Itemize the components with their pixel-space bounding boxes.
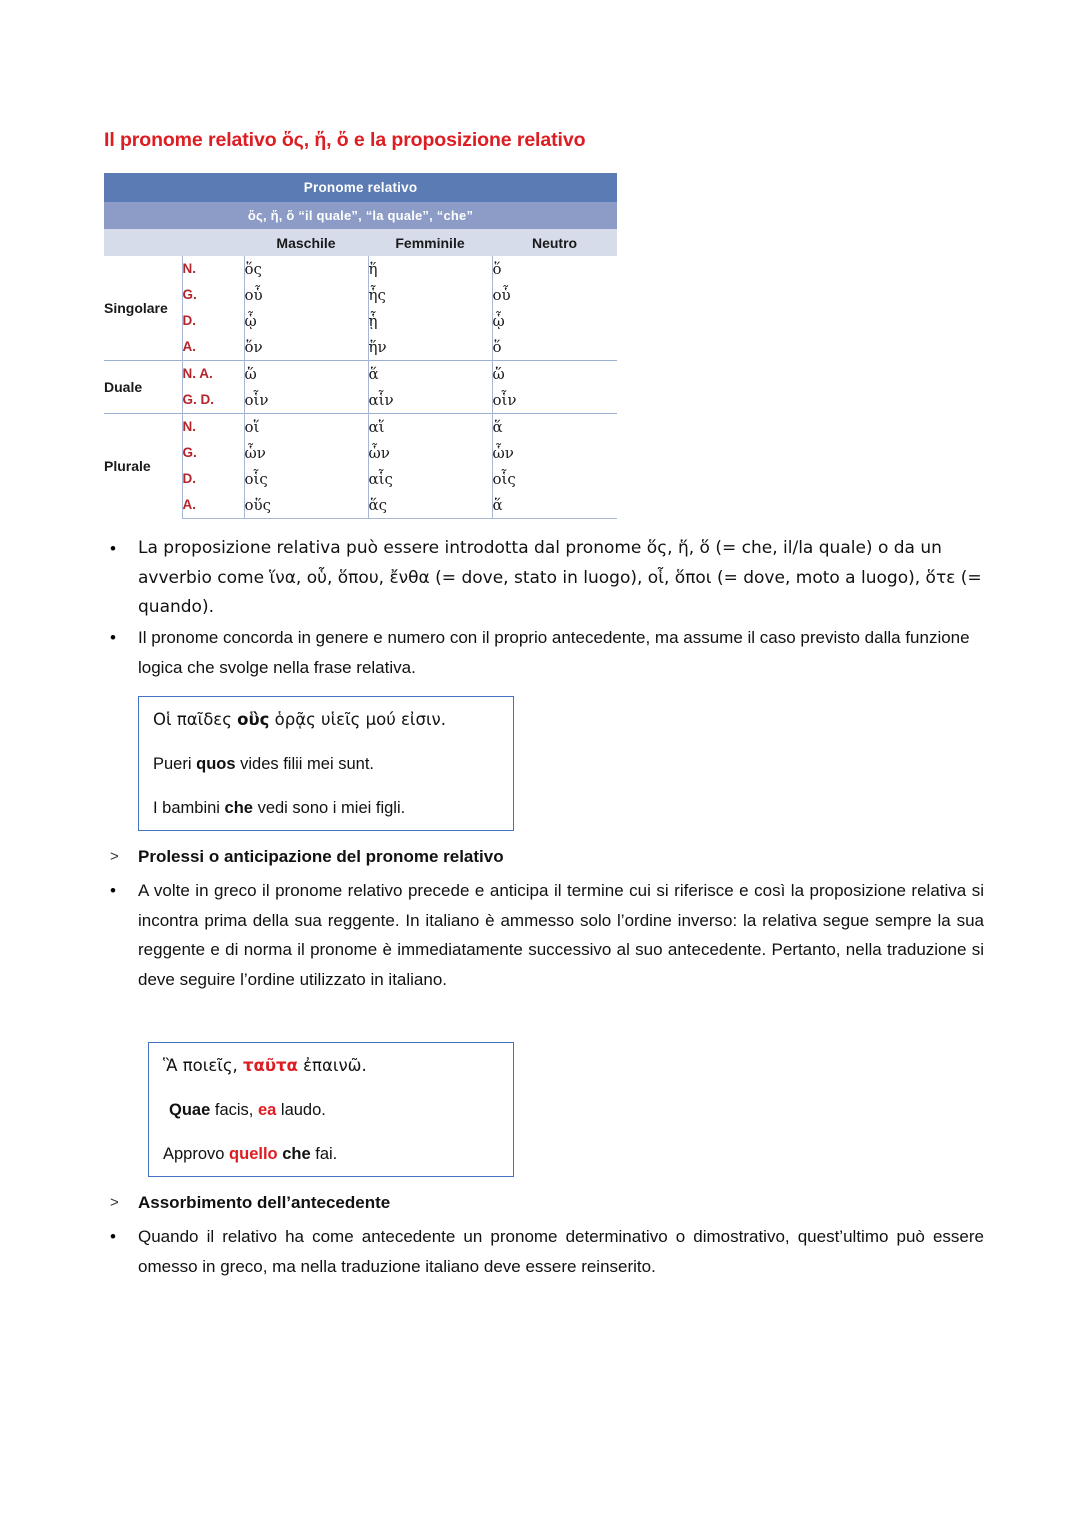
bullet-dot-icon: • [110, 881, 116, 900]
example-greek-post: ὁρᾷς υἱεῖς μού εἰσιν. [269, 710, 446, 729]
case-label: N. [182, 414, 244, 441]
example-italian-red: quello [229, 1145, 278, 1163]
example-greek-post: ἐπαινῶ. [297, 1056, 367, 1075]
bullet-text-3: A volte in greco il pronome relativo precede e anticipa il termine cui si riferisce e così la proposizione relativa si incontra prima della sua reggente. In italiano è ammesso solo l’ordine inverso: la relativa segue sempre la sua reggente e di norma il pronome è immediatamente successivo al suo antecedente. Pertanto, nella traduzione si deve seguire l’ordine utilizzato in italiano. [138, 881, 984, 989]
form-feminine: αἷς [368, 466, 492, 492]
bullet-item-3 [104, 876, 984, 994]
arrow-marker-icon: > [110, 1194, 119, 1211]
example-italian-line [153, 797, 499, 819]
form-neuter: ᾧ [492, 308, 617, 334]
example-italian-line [163, 1143, 499, 1165]
bullet-text-4: Quando il relativo ha come antecedente un pronome determinativo o dimostrativo, quest’ultimo può essere omesso in greco, ma nella traduzione italiano deve essere reinserito. [138, 1227, 984, 1276]
example-greek-line [153, 709, 499, 731]
case-label: D. [182, 466, 244, 492]
form-feminine: ὧν [368, 440, 492, 466]
table-header-sub-row [104, 202, 617, 229]
form-neuter: οἷν [492, 387, 617, 414]
case-label: N. A. [182, 361, 244, 388]
bullet-item-1 [104, 534, 984, 623]
form-masculine: ὅς [244, 256, 368, 282]
example-latin-bold: quos [196, 755, 236, 773]
form-masculine: οἷς [244, 466, 368, 492]
form-feminine: ἧς [368, 282, 492, 308]
example-latin-line [153, 753, 499, 775]
gender-header-neutro: Neutro [492, 229, 617, 256]
form-masculine: ᾧ [244, 308, 368, 334]
example-italian-post: vedi sono i miei figli. [252, 799, 406, 817]
example-greek-red: ταῦτα [243, 1056, 298, 1075]
bullet-item-4 [104, 1222, 984, 1281]
number-label-singolare: Singolare [104, 300, 168, 316]
form-masculine: οἷν [244, 387, 368, 414]
case-label: A. [182, 492, 244, 519]
example-greek-bold: οὓς [237, 710, 270, 729]
table-header-main-row [104, 173, 617, 202]
example-italian-bold: che [277, 1145, 311, 1163]
table-subtitle-cell: ὅς, ἥ, ὅ “il quale”, “la quale”, “che” [104, 202, 617, 229]
case-label: A. [182, 334, 244, 361]
table-title-cell: Pronome relativo [104, 173, 617, 202]
table-row [104, 256, 617, 282]
form-neuter: ὥ [492, 361, 617, 388]
bullet-dot-icon: • [110, 539, 116, 558]
gender-header-femminile: Femminile [368, 229, 492, 256]
form-neuter: οὗ [492, 282, 617, 308]
example-italian-post: fai. [310, 1145, 338, 1163]
arrow-marker-icon: > [110, 848, 119, 865]
form-masculine: οἵ [244, 414, 368, 441]
bullet-dot-icon: • [110, 1227, 116, 1246]
case-label: D. [182, 308, 244, 334]
case-label: N. [182, 256, 244, 282]
gender-header-blank-1 [104, 229, 182, 256]
example-latin-bold: Quae [169, 1101, 211, 1119]
example-box-1 [138, 696, 514, 831]
example-italian-pre: Approvo [163, 1145, 230, 1163]
case-label: G. D. [182, 387, 244, 414]
example-greek-pre: Οἱ παῖδες [153, 710, 238, 729]
table-row [104, 414, 617, 441]
page-title: Il pronome relativo ὅς, ἥ, ὅ e la proposizione relativo [104, 129, 586, 151]
form-masculine: οὗ [244, 282, 368, 308]
table-row [104, 361, 617, 388]
section-heading-1 [104, 842, 984, 872]
form-masculine: ὥ [244, 361, 368, 388]
form-masculine: ὅν [244, 334, 368, 361]
bullet-text-1: La proposizione relativa può essere introdotta dal pronome ὅς, ἥ, ὅ (= che, il/la quale) o da un avverbio come ἵνα, οὗ, ὅπου, ἔνθα (= dove, stato in luogo), οἷ, ὅποι (= dove, moto a luogo), ὅτε (= quando). [138, 538, 982, 617]
form-neuter: ἅ [492, 492, 617, 519]
section-heading-1-label: Prolessi o anticipazione del pronome relativo [138, 847, 504, 866]
example-italian-bold: che [224, 799, 253, 817]
example-box-2 [148, 1042, 514, 1177]
form-neuter: ἅ [492, 414, 617, 441]
form-neuter: ὅ [492, 256, 617, 282]
section-heading-2 [104, 1188, 984, 1218]
form-masculine: οὕς [244, 492, 368, 519]
number-label-plurale: Plurale [104, 414, 182, 519]
form-feminine: αἷν [368, 387, 492, 414]
bullet-item-2 [104, 623, 984, 682]
form-feminine: ἅ [368, 361, 492, 388]
example-latin-red: ea [257, 1101, 277, 1119]
form-feminine: αἵ [368, 414, 492, 441]
example-greek-line [163, 1055, 499, 1077]
form-feminine: ἅς [368, 492, 492, 519]
example-latin-post: vides filii mei sunt. [235, 755, 374, 773]
form-feminine: ἥν [368, 334, 492, 361]
bullet-text-2: Il pronome concorda in genere e numero con il proprio antecedente, ma assume il caso previsto dalla funzione logica che svolge nella frase relativa. [138, 628, 970, 677]
case-label: G. [182, 440, 244, 466]
example-latin-pre: Pueri [153, 755, 197, 773]
table-gender-header-row [104, 229, 617, 256]
example-greek-pre: Ἃ ποιεῖς, [163, 1056, 244, 1075]
gender-header-blank-2 [182, 229, 244, 256]
number-label-duale: Duale [104, 361, 182, 414]
form-neuter: ὧν [492, 440, 617, 466]
relative-pronoun-declension-table [104, 173, 617, 519]
form-neuter: ὅ [492, 334, 617, 361]
example-italian-pre: I bambini [153, 799, 225, 817]
example-latin-line [163, 1099, 499, 1121]
form-masculine: ὧν [244, 440, 368, 466]
form-feminine: ᾗ [368, 308, 492, 334]
case-label: G. [182, 282, 244, 308]
example-latin-mid: facis, [210, 1101, 258, 1119]
bullet-dot-icon: • [110, 628, 116, 647]
form-feminine: ἥ [368, 256, 492, 282]
form-neuter: οἷς [492, 466, 617, 492]
section-heading-2-label: Assorbimento dell’antecedente [138, 1193, 391, 1212]
example-latin-post: laudo. [276, 1101, 326, 1119]
gender-header-maschile: Maschile [244, 229, 368, 256]
